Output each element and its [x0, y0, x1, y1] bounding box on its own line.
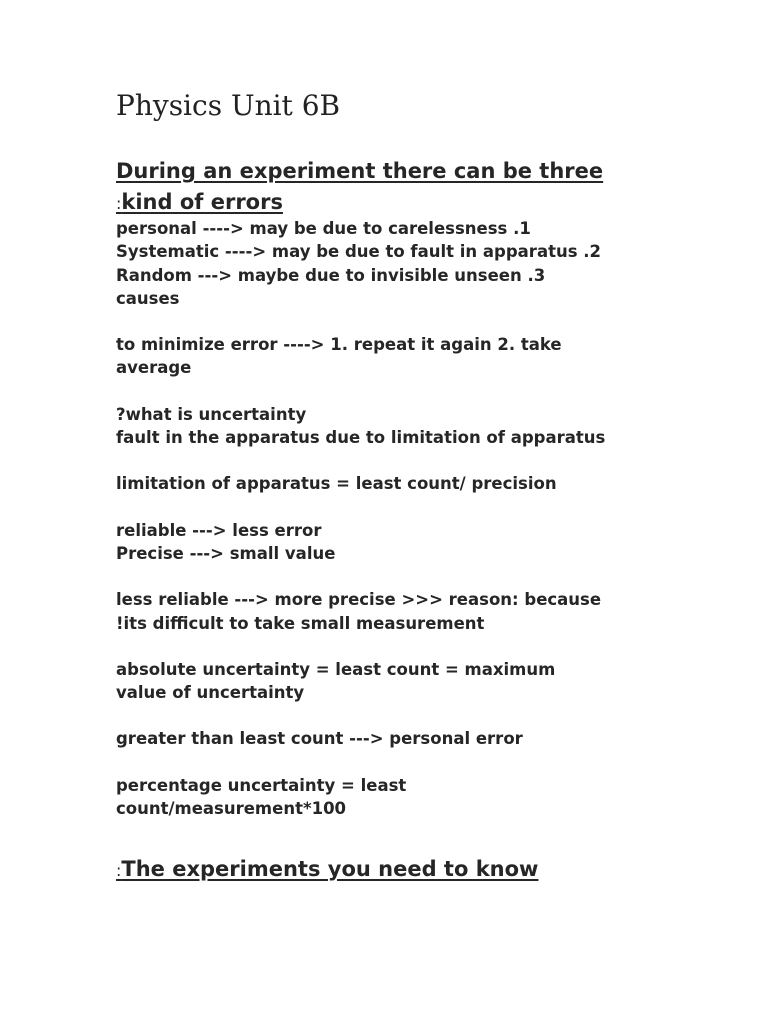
error-random-line2: causes: [116, 288, 180, 308]
precise-line: Precise ---> small value: [116, 543, 336, 563]
spacer: [116, 704, 656, 727]
spacer: [116, 565, 656, 588]
minimize-line2: average: [116, 358, 192, 378]
absolute-uncertainty-line1: absolute uncertainty = least count = maximum: [116, 659, 556, 679]
error-systematic: Systematic ----> may be due to fault in apparatus .2: [116, 242, 602, 262]
errors-heading-line1: During an experiment there can be three: [116, 159, 604, 183]
less-reliable-line1: less reliable ---> more precise >>> reason: because: [116, 590, 602, 610]
experiments-heading: [116, 854, 656, 886]
limitation-line: limitation of apparatus = least count/ precision: [116, 474, 557, 494]
errors-heading-line2: [116, 187, 656, 219]
notes-body: [116, 217, 656, 820]
errors-heading: [116, 156, 656, 219]
experiments-heading-line: [116, 854, 656, 886]
uncertainty-answer: fault in the apparatus due to limitation of apparatus: [116, 428, 606, 448]
experiments-heading-text: The experiments you need to know: [121, 857, 539, 881]
absolute-uncertainty-line2: value of uncertainty: [116, 683, 305, 703]
spacer: [116, 310, 656, 333]
spacer: [116, 635, 656, 658]
percentage-uncertainty-line2: count/measurement*100: [116, 799, 347, 819]
uncertainty-question: ?what is uncertainty: [116, 404, 307, 424]
page-title: Physics Unit 6B: [116, 89, 341, 122]
errors-heading-colon: :: [116, 194, 122, 213]
greater-than-line: greater than least count ---> personal error: [116, 729, 523, 749]
spacer: [116, 751, 656, 774]
reliable-line: reliable ---> less error: [116, 520, 322, 540]
spacer: [116, 496, 656, 519]
error-random-line1: Random ---> maybe due to invisible unseen .3: [116, 265, 546, 285]
percentage-uncertainty-line1: percentage uncertainty = least: [116, 775, 407, 795]
minimize-line1: to minimize error ----> 1. repeat it again 2. take: [116, 335, 562, 355]
errors-heading-text: kind of errors: [121, 190, 283, 214]
spacer: [116, 380, 656, 403]
experiments-heading-colon: :: [116, 861, 122, 880]
spacer: [116, 449, 656, 472]
less-reliable-line2: !its difficult to take small measurement: [116, 613, 485, 633]
error-personal: personal ----> may be due to carelessness .1: [116, 219, 531, 238]
